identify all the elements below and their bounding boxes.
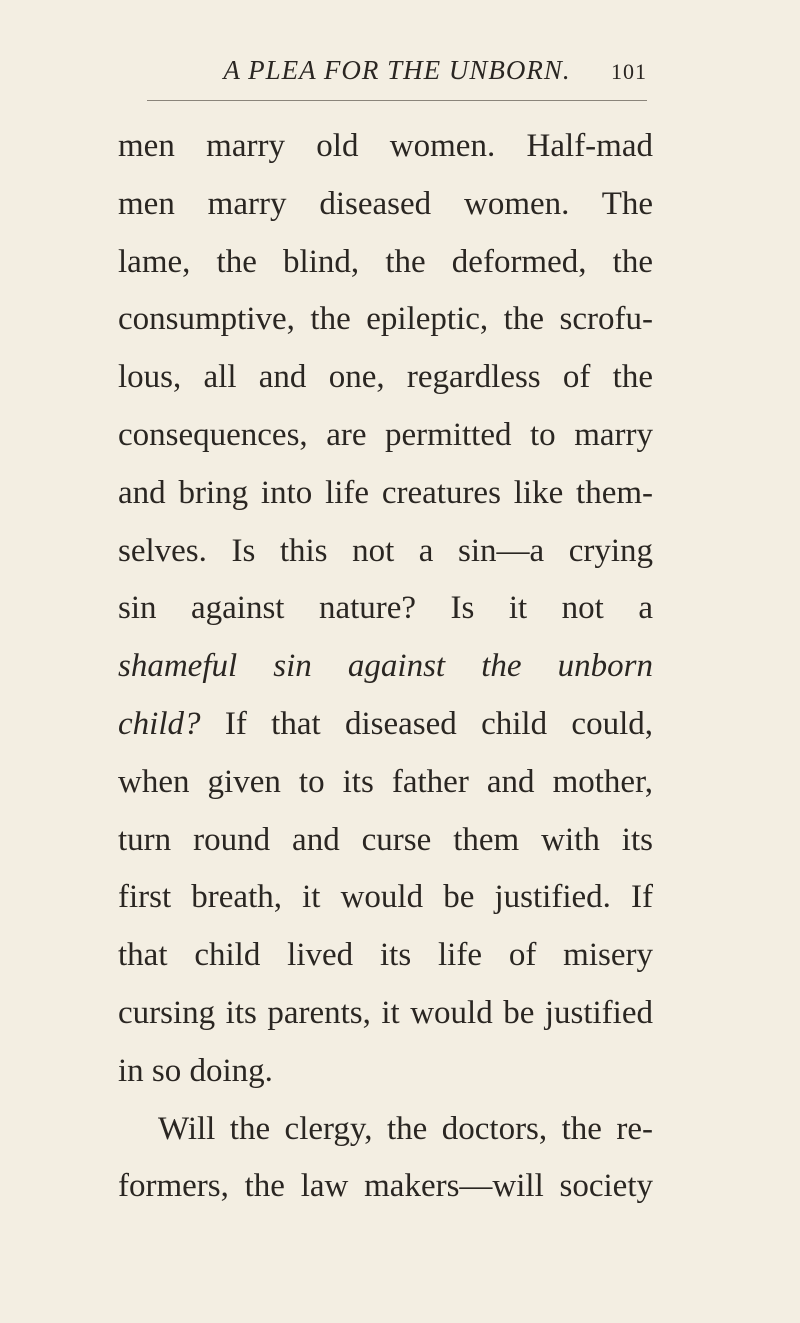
text-line: lame, the blind, the deformed, the xyxy=(118,243,653,280)
text-line: consequences, are permitted to marry xyxy=(118,416,653,453)
text-line: in so doing. xyxy=(118,1052,273,1089)
text-line: men marry old women. Half-mad xyxy=(118,128,653,164)
text-line: and bring into life creatures like them- xyxy=(118,474,653,511)
header-rule xyxy=(147,100,647,101)
text-line: that child lived its life of misery xyxy=(118,937,653,974)
text-line xyxy=(118,696,653,754)
text-line: Will the clergy, the doctors, the re- xyxy=(158,1110,653,1147)
text-line: lous, all and one, regardless of the xyxy=(118,359,653,396)
italic-phrase: child? xyxy=(118,705,201,742)
text-line: men marry diseased women. The xyxy=(118,185,653,222)
running-title: A PLEA FOR THE UNBORN. xyxy=(223,55,571,85)
running-head xyxy=(147,50,647,90)
text-line: selves. Is this not a sin—a crying xyxy=(118,532,653,569)
text-line: formers, the law makers—will society xyxy=(118,1168,653,1205)
body-text xyxy=(118,118,653,1216)
text-line: cursing its parents, it would be justified xyxy=(118,994,653,1031)
text-line-italic: shameful sin against the unborn xyxy=(118,648,653,685)
text-line: consumptive, the epileptic, the scrofu- xyxy=(118,301,653,338)
page-number: 101 xyxy=(611,59,647,84)
text-line-rest: If that diseased child could, xyxy=(200,705,653,742)
text-line: turn round and curse them with its xyxy=(118,821,653,858)
text-line: first breath, it would be justified. If xyxy=(118,879,653,916)
text-line: when given to its father and mother, xyxy=(118,763,653,800)
text-line: sin against nature? Is it not a xyxy=(118,590,653,627)
